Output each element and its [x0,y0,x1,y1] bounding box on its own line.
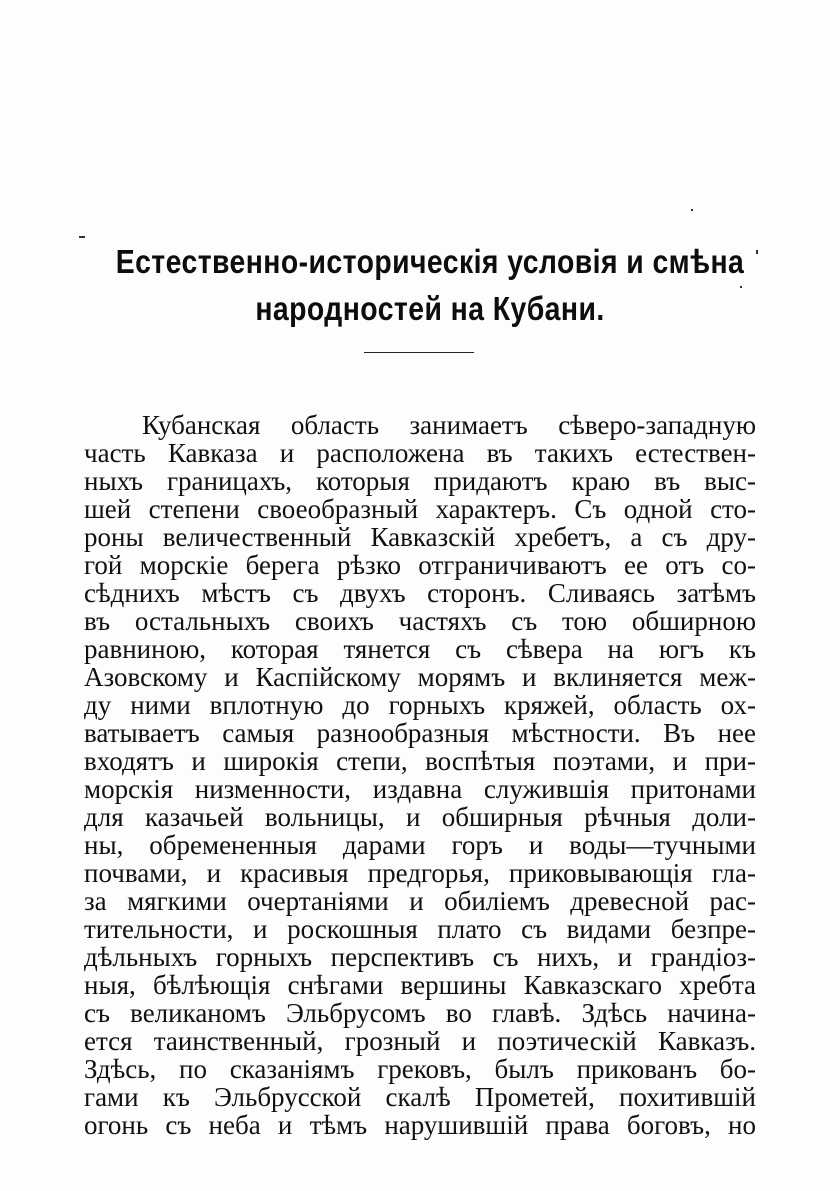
text-line: Кубанская область занимаетъ сѣверо-западную [142,410,756,440]
text-line: часть Кавказа и расположена въ такихъ естествен- [84,438,756,468]
text-line: тительности, и роскошныя плато съ видами безпре- [84,914,756,944]
text-line: роны величественный Кавказскій хребетъ, а съ дру- [84,522,756,552]
text-line: Азовскому и Каспійскому морямъ и вклиняется меж- [84,662,756,692]
text-line: сѣднихъ мѣстъ съ двухъ сторонъ. Сливаясь затѣмъ [84,578,756,608]
text-line: ется таинственный, грозный и поэтическій Кавказъ. [84,1026,756,1056]
text-line: съ великаномъ Эльбрусомъ во главѣ. Здѣсь начина- [84,998,756,1028]
text-line: почвами, и красивыя предгорья, приковывающія гла- [84,858,756,888]
text-line: гами къ Эльбрусской скалѣ Прометей, похитившій [84,1082,756,1112]
text-line: входятъ и широкія степи, воспѣтыя поэтами, и при- [84,746,756,776]
chapter-title-line-2: народностей на Кубани. [255,290,605,327]
print-speck [756,250,758,254]
text-line: для казачьей вольницы, и обширныя рѣчныя доли- [84,802,756,832]
text-line: ныя, бѣлѣющія снѣгами вершины Кавказскаго хребта [84,970,756,1000]
text-line: Здѣсь, по сказаніямъ грековъ, былъ прикованъ бо- [84,1054,756,1084]
print-speck [740,286,742,288]
print-speck [79,236,85,238]
text-line: гой морскіе берега рѣзко отграничиваютъ ее отъ со- [84,550,756,580]
text-line: ватываетъ самыя разнообразныя мѣстности. Въ нее [84,718,756,748]
text-line: огонь съ неба и тѣмъ нарушившій права боговъ, но [84,1110,756,1140]
text-line: ны, обремененныя дарами горъ и воды—тучными [84,830,756,860]
text-line: ду ними вплотную до горныхъ кряжей, область ох- [84,690,756,720]
text-line: въ остальныхъ своихъ частяхъ съ тою обширною [84,606,756,636]
print-speck [691,209,693,211]
text-line: равниною, которая тянется съ сѣвера на югъ къ [84,634,756,664]
title-divider [364,352,474,353]
text-line: ныхъ границахъ, которыя придаютъ краю въ выс- [84,466,756,496]
chapter-title-line-1: Естественно-историческія условія и смѣна [115,243,745,280]
text-line: морскія низменности, издавна служившія притонами [84,774,756,804]
text-line: дѣльныхъ горныхъ перспективъ съ нихъ, и грандіоз- [84,942,756,972]
text-line: шей степени своеобразный характеръ. Съ одной сто- [84,494,756,524]
text-line: за мягкими очертаніями и обиліемъ древесной рас- [84,886,756,916]
